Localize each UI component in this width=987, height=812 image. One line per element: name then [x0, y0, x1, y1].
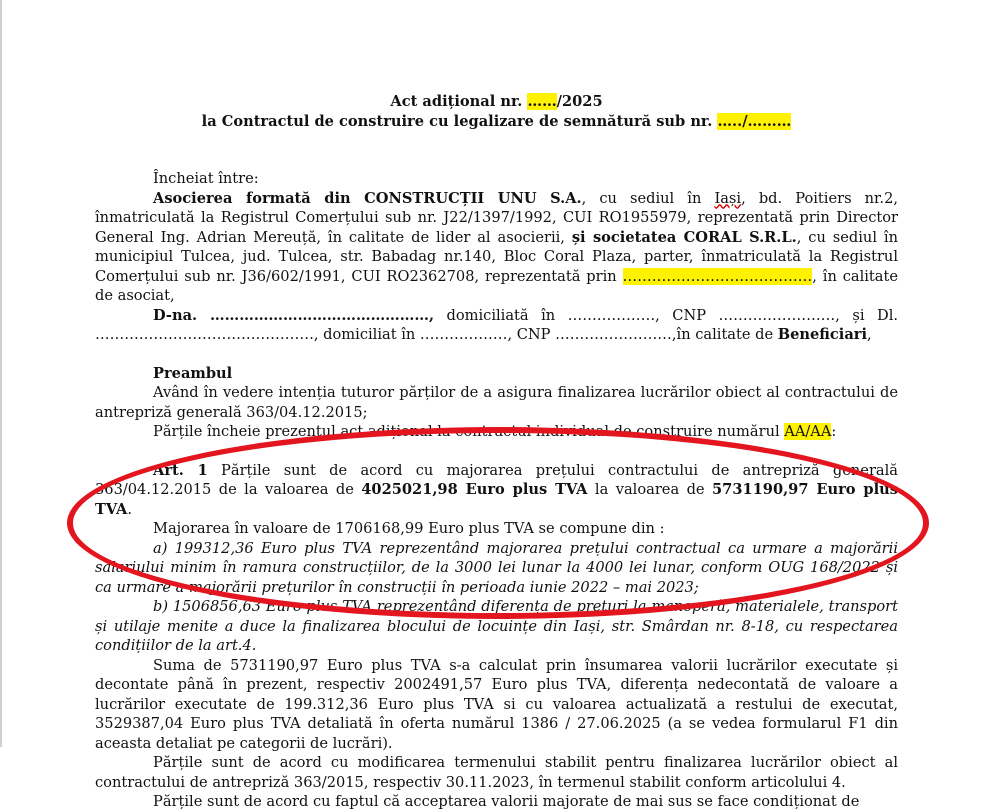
title-line-2	[95, 112, 898, 132]
page-edge	[0, 0, 2, 747]
new-value: 5731190,97 Euro plus TVA	[95, 481, 898, 518]
preamble-paragraph-2	[95, 422, 898, 442]
title-year: /2025	[556, 93, 603, 110]
condition-paragraph: Părțile sunt de acord cu faptul că acceptarea valorii majorate de mai sus se face condiționat de	[153, 793, 860, 810]
party-1-details: , bd. Poitiers nr.2, înmatriculată la Registrul Comerțului sub nr. J22/1397/1992, CUI RO1955979, reprezentată prin Director General Ing. Adrian Mereuță, în calitate de lider al asocierii,	[95, 189, 898, 246]
party-2-details: domiciliată în ………………, CNP ……………………, și Dl. ………………………………………, domiciliat în ………………, CNP ……………………,în calitate de	[95, 306, 899, 343]
preamble-p2-text: Părțile încheie prezentul act adițional la contractul individual de construire numărul	[153, 423, 785, 440]
representative-placeholder: …………………………………	[622, 267, 813, 285]
preamble-p2-end: :	[831, 423, 837, 440]
party-1-text: , cu sediul în	[581, 189, 715, 207]
art-1-text-2: la valoarea de	[587, 481, 713, 498]
party-2-dna: D-na. ………………………………………,	[153, 306, 435, 324]
item-a: a) 199312,36 Euro plus TVA reprezentând majorarea prețului contractual ca urmare a majorării salariului minim în ramura construcțiilor, de la 3000 lei lunar la 4000 lei lunar, conform OUG 168/2022 și ca urmare a majorării prețurilor în construcții în perioada iunie 2022 – mai 2023;	[95, 539, 898, 596]
party-2-paragraph	[95, 306, 898, 345]
preamble-heading: Preambul	[153, 364, 233, 382]
art-1-end: .	[127, 500, 133, 518]
art-1-paragraph	[95, 461, 898, 520]
intro-heading: Încheiat între:	[153, 170, 259, 187]
party-1-paragraph	[95, 189, 898, 306]
party-1-city: Iași	[714, 189, 742, 207]
party-1-associate: și societatea CORAL S.R.L.	[571, 228, 797, 246]
sum-paragraph: Suma de 5731190,97 Euro plus TVA s-a calculat prin însumarea valorii lucrărilor executate și decontate până în prezent, respectiv 2002491,57 Euro plus TVA, diferența nedecontată de valoare a lucrărilor executate de 199.312,36 Euro plus TVA si cu valoarea actualizată a restului de executat, 3529387,04 Euro plus TVA detaliată în oferta numărul 1386 / 27.06.2025 (a se vedea formularul F1 din aceasta detaliat pe categorii de lucrări).	[95, 656, 898, 752]
item-b: b) 1506856,63 Euro plus TVA reprezentând diferența de prețuri la manoperă, materialele, transport și utilaje menite a duce la finalizarea blocului de locuințe din Iași, str. Smârdan nr. 8-18, cu respectarea condițiilor de la art.4.	[95, 598, 898, 654]
title-act-label: Act adițional nr.	[390, 93, 528, 110]
party-2-end: ,	[867, 326, 872, 343]
beneficiaries-label: Beneficiari	[777, 326, 868, 343]
increase-line: Majorarea în valoare de 1706168,99 Euro plus TVA se compune din :	[153, 520, 665, 537]
title-contract-label: la Contractul de construire cu legalizare de semnătură sub nr.	[201, 112, 718, 130]
act-number-placeholder: ……	[527, 93, 557, 110]
contract-number-placeholder: …../………	[717, 112, 792, 130]
art-1-label: Art. 1	[153, 461, 208, 479]
contract-id-placeholder: AA/AA	[784, 423, 832, 440]
term-paragraph: Părțile sunt de acord cu modificarea termenului stabilit pentru finalizarea lucrărilor obiect al contractului de antrepriză 363/2015, respectiv 30.11.2023, în termenul stabilit conform articolului 4.	[95, 754, 898, 791]
old-value: 4025021,98 Euro plus TVA	[361, 481, 588, 498]
art-1-text: Părțile sunt de acord cu majorarea prețului contractului de antrepriză generală 363/04.12.2015 de la valoarea de	[95, 461, 898, 498]
document-body	[95, 92, 898, 812]
party-1-role: , în calitate de asociat,	[95, 267, 898, 304]
party-1-associate-details: , cu sediul în municipiul Tulcea, jud. Tulcea, str. Babadag nr.140, Bloc Coral Plaza, parter, înmatriculată la Registrul Comerțului sub nr. J36/602/1991, CUI RO2362708, reprezentată prin	[95, 228, 898, 285]
party-1-name: Asocierea formată din CONSTRUCȚII UNU S.A.	[153, 189, 582, 207]
title-line-1	[95, 92, 898, 112]
preamble-paragraph-1: Având în vedere intenția tuturor părților de a asigura finalizarea lucrărilor obiect al contractului de antrepriză generală 363/04.12.2015;	[95, 384, 898, 421]
